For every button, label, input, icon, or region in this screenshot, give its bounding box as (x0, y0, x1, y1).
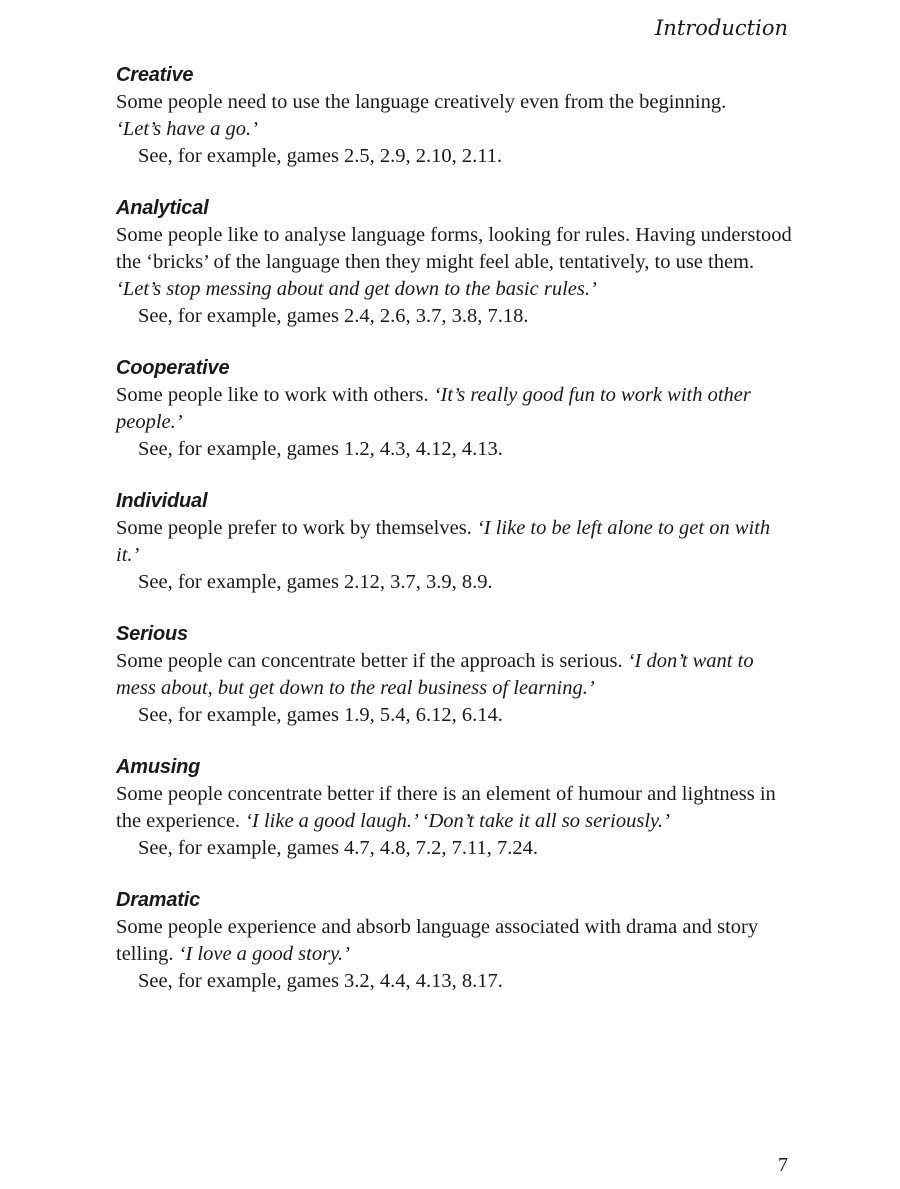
section-cooperative (116, 355, 796, 463)
see-games-line: See, for example, games 4.7, 4.8, 7.2, 7.11, 7.24. (138, 837, 539, 859)
section-quote: ‘Let’s stop messing about and get down to the basic rules.’ (116, 278, 597, 300)
section-text: Some people concentrate better if there is an element of humour and lightness in the experience. (116, 783, 776, 832)
section-body (116, 781, 796, 835)
section-body (116, 515, 796, 569)
section-creative (116, 62, 796, 170)
section-individual (116, 488, 796, 596)
section-body (116, 222, 796, 303)
section-title: Amusing (116, 756, 201, 778)
section-quote: ‘I like to be left alone to get on with it.’ (116, 517, 771, 566)
section-text: Some people need to use the language creatively even from the beginning. (116, 91, 727, 113)
section-dramatic (116, 887, 796, 995)
section-quote: ‘I love a good story.’ (178, 943, 351, 965)
section-quote: ‘It’s really good fun to work with other people.’ (116, 384, 751, 433)
page-number: 7 (778, 1154, 788, 1176)
section-text: Some people experience and absorb language associated with drama and story telling. (116, 916, 759, 965)
section-text: Some people like to analyse language forms, looking for rules. Having understood the ‘bricks’ of the language then they might feel able, tentatively, to use them. (116, 224, 792, 273)
section-text: Some people like to work with others. (116, 384, 429, 406)
section-body (116, 89, 796, 143)
see-games-line: See, for example, games 3.2, 4.4, 4.13, 8.17. (138, 970, 503, 992)
section-quote: ‘I like a good laugh.’ ‘Don’t take it all so seriously.’ (245, 810, 670, 832)
see-games-line: See, for example, games 2.5, 2.9, 2.10, 2.11. (138, 145, 503, 167)
see-games-line: See, for example, games 2.4, 2.6, 3.7, 3.8, 7.18. (138, 305, 529, 327)
section-text: Some people can concentrate better if the approach is serious. (116, 650, 623, 672)
running-head: Introduction (655, 16, 788, 40)
see-games-line: See, for example, games 1.9, 5.4, 6.12, 6.14. (138, 704, 503, 726)
see-games-line: See, for example, games 1.2, 4.3, 4.12, 4.13. (138, 438, 503, 460)
section-title: Analytical (116, 197, 209, 219)
section-title: Creative (116, 64, 194, 86)
section-text: Some people prefer to work by themselves. (116, 517, 472, 539)
section-title: Cooperative (116, 357, 230, 379)
see-games-line: See, for example, games 2.12, 3.7, 3.9, 8.9. (138, 571, 493, 593)
section-title: Individual (116, 490, 208, 512)
section-quote: ‘I don’t want to mess about, but get down to the real business of learning.’ (116, 650, 754, 699)
section-quote: ‘Let’s have a go.’ (116, 118, 258, 140)
section-analytical (116, 195, 796, 330)
section-body (116, 648, 796, 702)
section-amusing (116, 754, 796, 862)
section-title: Serious (116, 623, 188, 645)
section-serious (116, 621, 796, 729)
section-body (116, 914, 796, 968)
section-title: Dramatic (116, 889, 200, 911)
page-content (116, 62, 796, 1020)
section-body (116, 382, 796, 436)
